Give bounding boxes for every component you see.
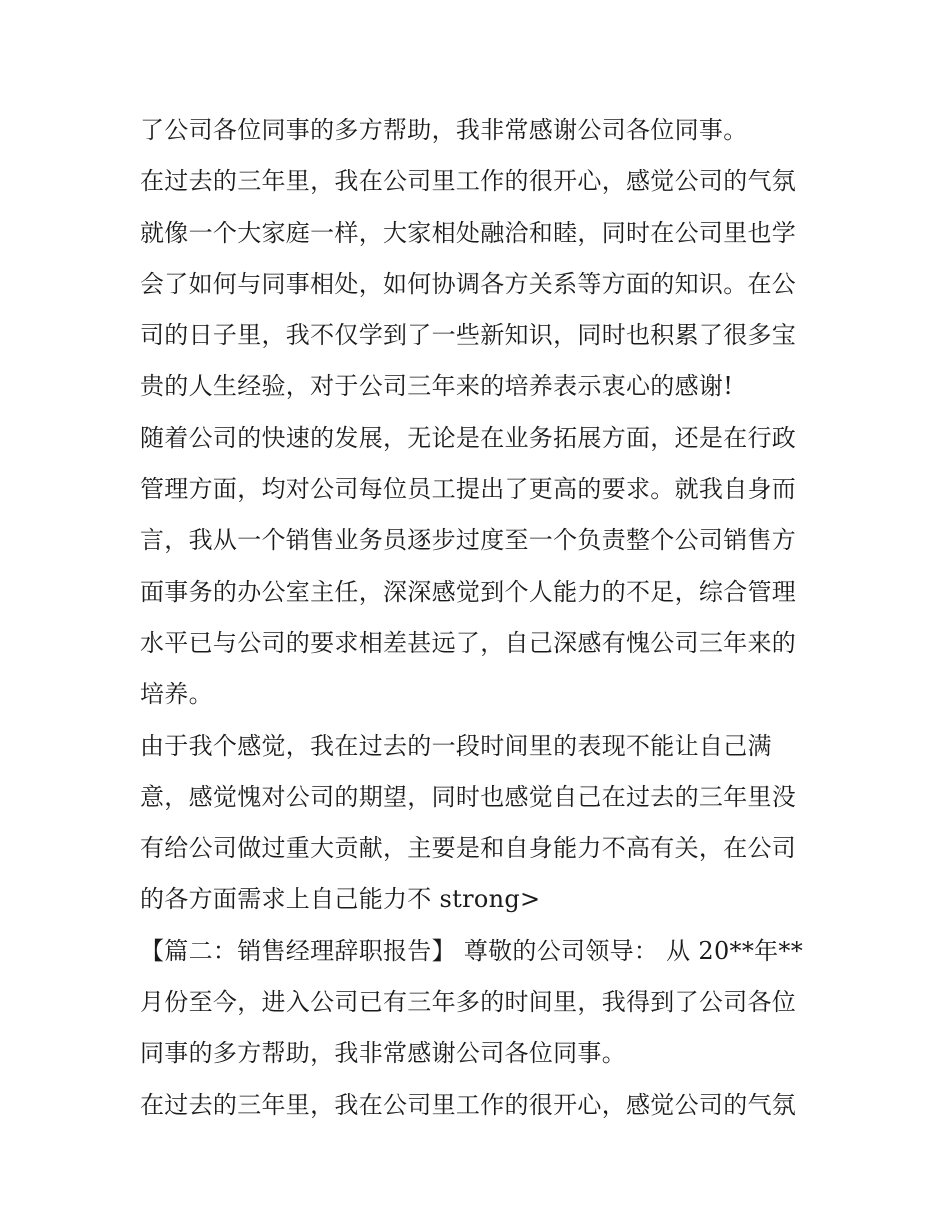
text-line: 水平已与公司的要求相差甚远了，自己深感有愧公司三年来的 xyxy=(140,628,797,657)
text-line: 司的日子里，我不仅学到了一些新知识，同时也积累了很多宝 xyxy=(140,321,797,350)
text-line: 随着公司的快速的发展，无论是在业务拓展方面，还是在行政 xyxy=(140,423,797,452)
text-line: 在过去的三年里，我在公司里工作的很开心，感觉公司的气氛 xyxy=(140,1090,797,1119)
text-line: 就像一个大家庭一样，大家相处融洽和睦，同时在公司里也学 xyxy=(140,218,797,247)
text-line: 在过去的三年里，我在公司里工作的很开心，感觉公司的气氛 xyxy=(140,167,797,196)
text-line: 培养。 xyxy=(140,680,213,709)
text-line: 了公司各位同事的多方帮助，我非常感谢公司各位同事。 xyxy=(140,116,748,144)
text-line: 有给公司做过重大贡献，主要是和自身能力不高有关，在公司 xyxy=(140,834,797,863)
text-line: 言，我从一个销售业务员逐步过度至一个负责整个公司销售方 xyxy=(140,526,797,555)
text-line: 由于我个感觉，我在过去的一段时间里的表现不能让自己满 xyxy=(140,731,772,760)
text-line: 贵的人生经验，对于公司三年来的培养表示衷心的感谢! xyxy=(140,372,734,401)
text-line: 的各方面需求上自己能力不 strong> xyxy=(140,885,541,914)
text-line: 同事的多方帮助，我非常感谢公司各位同事。 xyxy=(140,1039,626,1068)
text-line: 意，感觉愧对公司的期望，同时也感觉自己在过去的三年里没 xyxy=(140,782,797,811)
text-line: 面事务的办公室主任，深深感觉到个人能力的不足，综合管理 xyxy=(140,577,797,606)
text-line: 月份至今，进入公司已有三年多的时间里，我得到了公司各位 xyxy=(140,988,797,1017)
document-body xyxy=(140,105,820,1131)
text-line: 管理方面，均对公司每位员工提出了更高的要求。就我自身而 xyxy=(140,475,797,504)
section-heading-line: 【篇二：销售经理辞职报告】 尊敬的公司领导： 从 20**年** xyxy=(140,936,804,965)
text-line: 会了如何与同事相处，如何协调各方关系等方面的知识。在公 xyxy=(140,269,797,298)
